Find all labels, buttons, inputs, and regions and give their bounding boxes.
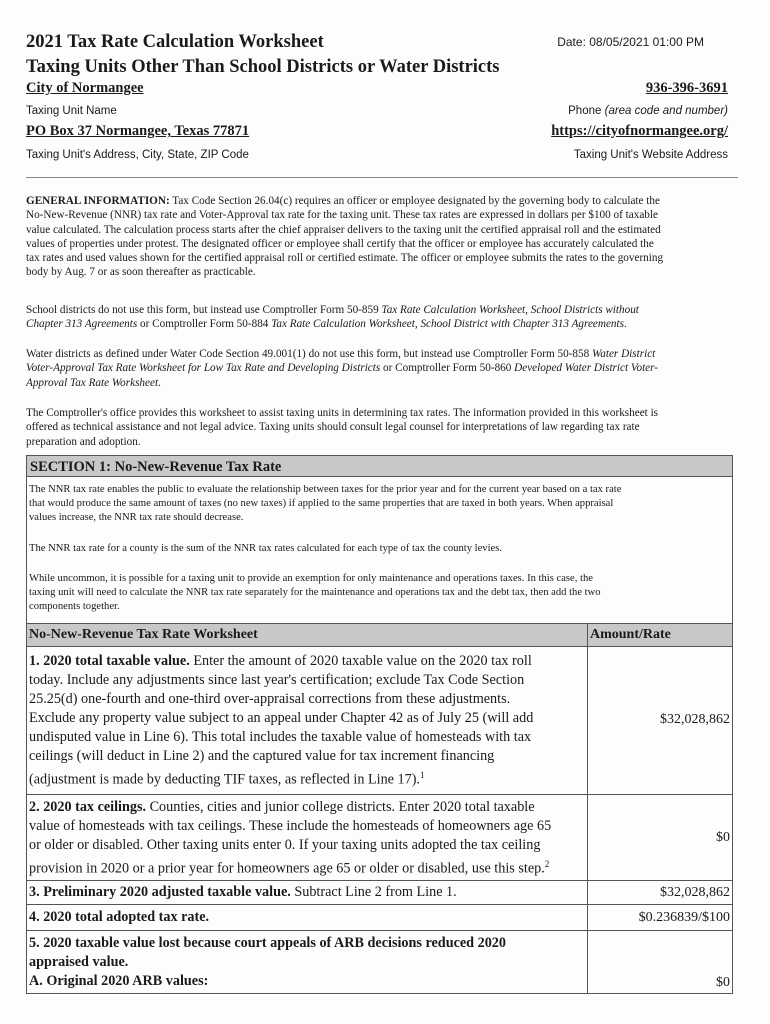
school-districts-note: School districts do not use this form, but instead use Comptroller Form 50-859 Tax Rate Calculation Worksheet, School Districts without Chapter 313 Agreements or Comptroller Form 50-884 Tax Rate Calculation Worksheet, School District with Chapter 313 Agreements. (26, 304, 639, 331)
general-information: GENERAL INFORMATION: Tax Code Section 26.04(c) requires an officer or employee designated by the governing body to calculate the No-New-Revenue (NNR) tax rate and Voter-Approval tax rate for the taxing unit. These tax rates are expressed in dollars per $100 of taxable value calculated. The calculation process starts after the chief appraiser delivers to the taxing unit the certified appraisal roll and the estimated values of properties under protest. The designated officer or employee shall certify that the officer or employee has accurately calculated the tax rates and used values shown for the certified appraisal roll or certified estimate. The officer or employee submits the rates to the governing body by Aug. 7 or as soon thereafter as practicable. (26, 195, 664, 279)
table-row (27, 881, 733, 905)
table-row (27, 647, 733, 795)
water-districts-note: Water districts as defined under Water Code Section 49.001(1) do not use this form, but instead use Comptroller Form 50-858 Water District Voter-Approval Tax Rate Worksheet for Low Tax Rate and Developing Districts or Comptroller Form 50-860 Developed Water District Voter- Approval Tax Rate Worksheet. (26, 348, 659, 389)
line-5-description: 5. 2020 taxable value lost because court appeals of ARB decisions reduced 2020 appraised value. A. Original 2020 ARB values: (27, 931, 588, 994)
line-1-amount[interactable]: $32,028,862 (588, 647, 733, 795)
phone-label: Phone (area code and number) (568, 105, 728, 117)
line-4-description: 4. 2020 total adopted tax rate. (27, 905, 588, 931)
website-label: Taxing Unit's Website Address (573, 149, 728, 161)
col-header-amount: Amount/Rate (588, 624, 733, 647)
taxing-unit-name-label: Taxing Unit Name (26, 105, 117, 117)
phone-number: 936-396-3691 (645, 80, 728, 96)
line-2-description: 2. 2020 tax ceilings. Counties, cities and junior college districts. Enter 2020 total taxable value of homesteads with tax ceilings. These include the homesteads of homeowners age 65 or older or disabled. Other taxing units enter 0. If your taxing units adopted the tax ceiling provision in 2020 or a prior year for homeowners age 65 or older or disabled, use this step.$^2$ (27, 794, 588, 881)
nnr-explanation: The NNR tax rate enables the public to evaluate the relationship between taxes for the prior year and for the current year based on a tax rate that would produce the same amount of taxes (no new taxes) if applied to the same properties that are taxed in both years. When appraisal values increase, the NNR tax rate should decrease. (29, 484, 622, 523)
taxing-unit-address-label: Taxing Unit's Address, City, State, ZIP Code (26, 149, 249, 161)
form-subtitle: Taxing Units Other Than School Districts or Water Districts (26, 57, 500, 77)
exemption-note: While uncommon, it is possible for a taxing unit to provide an exemption for only maintenance and operations taxes. In this case, the taxing unit will need to calculate the NNR tax rate separately for the maintenance and operations tax and the debt tax, then add the two components together. (29, 573, 601, 612)
line-3-amount[interactable]: $32,028,862 (588, 881, 733, 905)
line-5a-amount[interactable]: $0 (588, 931, 733, 994)
line-1-description: 1. 2020 total taxable value. Enter the amount of 2020 taxable value on the 2020 tax roll today. Include any adjustments since last year's certification; exclude Tax Code Section 25.25(d) one-fourth and one-third over-appraisal corrections from these adjustments. Exclude any property value subject to an appeal under Chapter 42 as of July 25 (will add undisputed value in Line 6). This total includes the taxable value of homesteads with tax ceilings (will deduct in Line 2) and the captured value for tax increment financing (adjustment is made by deducting TIF taxes, as reflected in Line 17).$^1$ (27, 647, 588, 795)
comptroller-note: The Comptroller's office provides this worksheet to assist taxing units in determining tax rates. The information provided in this worksheet is offered as technical assistance and not legal advice. Taxing units should consult legal counsel for interpretations of law regarding tax rate preparation and adoption. (26, 407, 659, 448)
form-date: Date: 08/05/2021 01:00 PM (557, 35, 704, 49)
county-note: The NNR tax rate for a county is the sum of the NNR tax rates calculated for each type of tax the county levies. (29, 543, 503, 554)
line-3-description: 3. Preliminary 2020 adjusted taxable value. Subtract Line 2 from Line 1. (27, 881, 588, 905)
form-title: 2021 Tax Rate Calculation Worksheet (26, 32, 324, 52)
table-header-row (27, 624, 733, 647)
table-row (27, 794, 733, 881)
website-link[interactable]: https://cityofnormangee.org/ (551, 123, 728, 139)
line-2-amount[interactable]: $0 (588, 794, 733, 881)
section-1-heading: SECTION 1: No-New-Revenue Tax Rate (26, 455, 733, 477)
taxing-unit-name: City of Normangee (26, 80, 144, 96)
nnr-worksheet-table (26, 623, 733, 994)
line-4-amount[interactable]: $0.236839/$100 (588, 905, 733, 931)
taxing-unit-address: PO Box 37 Normangee, Texas 77871 (26, 123, 250, 139)
header-divider (26, 177, 738, 178)
col-header-worksheet: No-New-Revenue Tax Rate Worksheet (27, 624, 588, 647)
table-row (27, 931, 733, 994)
section-1-intro (26, 477, 733, 624)
table-row (27, 905, 733, 931)
